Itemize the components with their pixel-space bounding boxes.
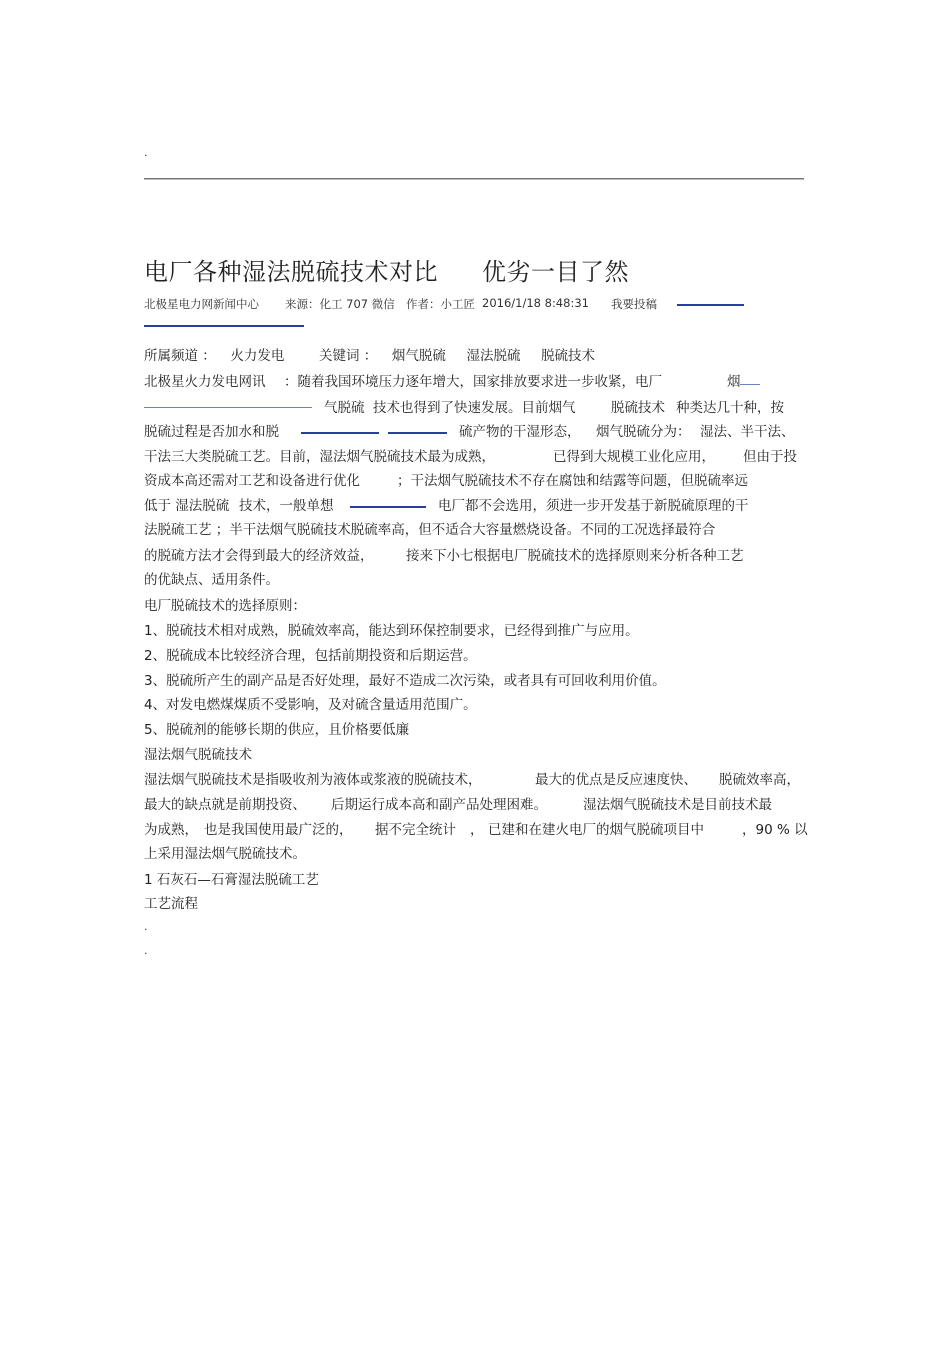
wet-text: 湿法烟气脱硫技术是指吸收剂为液体或浆液的脱硫技术， (144, 772, 482, 788)
intro-text: 资成本高还需对工艺和设备进行优化 (144, 473, 360, 489)
wet-text: ，90 % 以 (742, 822, 808, 838)
wet-text: 最大的缺点就是前期投资、 (144, 797, 306, 813)
channel-link[interactable]: 火力发电 (230, 348, 285, 364)
meta-author: 作者：小工匠 (406, 297, 475, 311)
intro-text: 干法三大类脱硫工艺。目前，湿法烟气脱硫技术最为成熟， (144, 449, 495, 465)
intro-text: 硫产物的干湿形态， (459, 424, 581, 440)
principle-item: 1、脱硫技术相对成熟，脱硫效率高，能达到环保控制要求，已经得到推广与应用。 (144, 623, 639, 639)
intro-text: 的脱硫方法才会得到最大的经济效益， (144, 548, 374, 564)
article-title (144, 252, 629, 287)
intro-link[interactable]: 气脱硫 (324, 400, 365, 416)
intro-link[interactable]: 脱硫技术 (611, 400, 665, 416)
wet-text: 已建和在建火电厂的烟气脱硫项目中 (488, 822, 704, 838)
principle-item: 4、对发电燃煤煤质不受影响，及对硫含量适用范围广。 (144, 697, 477, 713)
principle-item: 3、脱硫所产生的副产品是否好处理，最好不造成二次污染，或者具有可回收利用价值。 (144, 673, 666, 689)
intro-text: 已得到大规模工业化应用， (553, 449, 715, 465)
intro-text: 技术也得到了快速发展。目前烟气 (373, 400, 576, 416)
channel-label: 所属频道 ： (144, 348, 216, 364)
intro-text: 北极星火力发电网讯 (144, 374, 266, 390)
wet-text: 最大的优点是反应速度快、 (535, 772, 697, 788)
wet-text: 脱硫效率高， (719, 772, 800, 788)
subsection-label: 工艺流程 (144, 896, 198, 912)
intro-text: 烟气脱硫分为： (596, 424, 691, 440)
intro-text: 种类达几十种，按 (676, 400, 784, 416)
principle-item: 5、脱硫剂的能够长期的供应，且价格要低廉 (144, 722, 410, 738)
title-part-1: 电厂各种湿法脱硫技术对比 (144, 258, 438, 286)
intro-text: 湿法、半干法、 (700, 424, 795, 440)
keywords-label: 关键词 ： (318, 348, 378, 364)
meta-source-site: 北极星电力网新闻中心 (144, 297, 259, 311)
principle-item: 2、脱硫成本比较经济合理，包括前期投资和后期运营。 (144, 648, 477, 664)
link-underline (144, 407, 312, 408)
header-divider (144, 178, 804, 180)
intro-text: ：随着我国环境压力逐年增大，国家排放要求进一步收紧，电厂 (284, 374, 662, 390)
intro-text: ；干法烟气脱硫技术不存在腐蚀和结露等问题，但脱硫率远 (397, 473, 748, 489)
page-mark: . (144, 920, 148, 933)
title-part-2: 优劣一目了然 (482, 258, 629, 286)
wet-text: ， (470, 822, 484, 838)
intro-text: 接来下小七根据电厂脱硫技术的选择原则来分析各种工艺 (406, 548, 744, 564)
wet-text: 为成熟， (144, 822, 198, 838)
page-mark: . (144, 146, 148, 159)
submit-link[interactable]: 我要投稿 (611, 297, 657, 311)
intro-text: 的优缺点、适用条件。 (144, 572, 279, 588)
wet-text: 也是我国使用最广泛的， (204, 822, 353, 838)
intro-text: 脱硫过程是否加水和脱 (144, 424, 279, 440)
subsection-heading: 1 石灰石—石膏湿法脱硫工艺 (144, 872, 319, 888)
link-underline (388, 432, 447, 434)
keyword-link[interactable]: 脱硫技术 (541, 348, 596, 364)
wet-text: 上采用湿法烟气脱硫技术。 (144, 846, 306, 862)
meta-source: 来源：化工 707 微信 (285, 297, 395, 311)
intro-link[interactable]: 烟 (727, 374, 741, 390)
intro-text: 法脱硫工艺 ；半干法烟气脱硫技术脱硫率高，但不适合大容量燃烧设备。不同的工况选择最符合 (144, 522, 716, 538)
link-underline (301, 432, 379, 434)
section-heading: 湿法烟气脱硫技术 (144, 747, 252, 763)
intro-text: 技术，一般单想 (239, 498, 334, 514)
keyword-link[interactable]: 湿法脱硫 (466, 348, 521, 364)
link-underline (740, 384, 760, 385)
page-mark: . (144, 944, 148, 957)
channel-line (144, 344, 595, 364)
keyword-link[interactable]: 烟气脱硫 (391, 348, 446, 364)
principles-heading: 电厂脱硫技术的选择原则： (144, 598, 306, 614)
wet-text: 湿法烟气脱硫技术是目前技术最 (583, 797, 772, 813)
meta-divider (144, 325, 304, 327)
wet-text: 据不完全统计 (375, 822, 456, 838)
link-underline (350, 506, 426, 508)
intro-text: 但由于投 (743, 449, 797, 465)
meta-datetime: 2016/1/18 8:48:31 (482, 296, 589, 310)
intro-text: 低于 湿法脱硫 (144, 498, 230, 514)
intro-text: 电厂都不会选用，须进一步开发基于新脱硫原理的干 (438, 498, 749, 514)
submit-link-underline (677, 304, 744, 306)
wet-text: 后期运行成本高和副产品处理困难。 (331, 797, 547, 813)
